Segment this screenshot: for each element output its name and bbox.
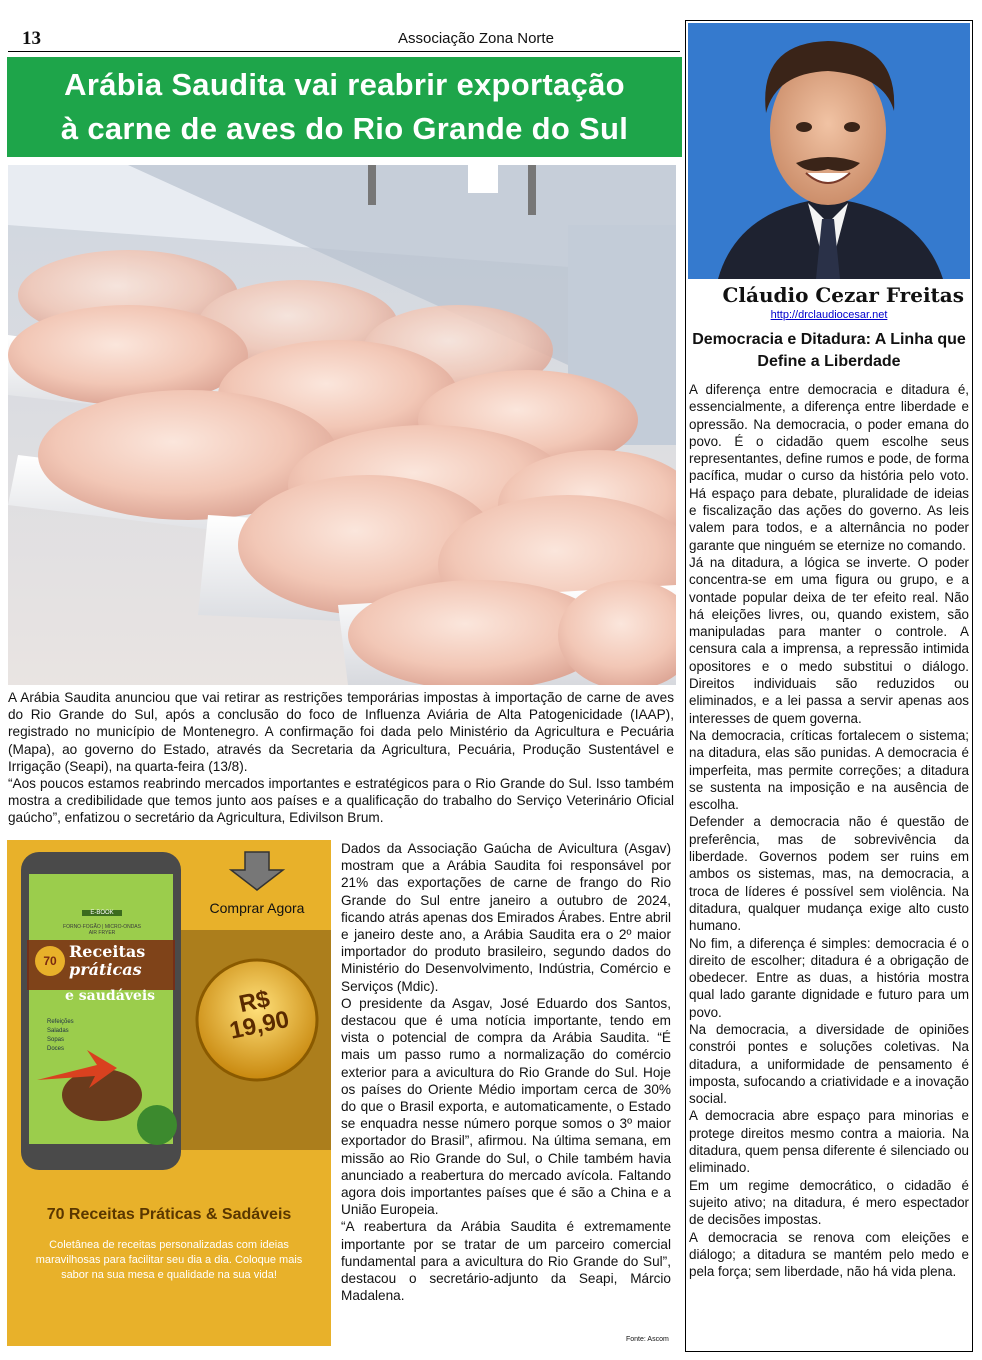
article-intro xyxy=(8,689,674,827)
chicken-display-photo xyxy=(8,165,676,685)
ad-description: Coletânea de receitas personalizadas com ideias maravilhosas para facilitar seu dia a dia. Coloque mais sabor na sua mesa e qualidade na sua vida! xyxy=(35,1239,303,1281)
headline-line-1: Arábia Saudita vai reabrir exportação xyxy=(64,67,625,102)
column-paragraph: No fim, a diferença é simples: democracia é o direito de escolher; ditadura é a obrigação de obedecer. Entre as duas, a história mostra qual lado garante dignidade e futuro para um povo. xyxy=(689,935,969,1020)
cover-bullet: Saladas xyxy=(47,1028,69,1034)
column-paragraph: A democracia abre espaço para minorias e protege direitos mesmo contra a maioria. Na ditadura, quem pensa diferente é silenciado ou eliminado. xyxy=(689,1108,969,1176)
column-paragraph: Na democracia, a diversidade de opiniões constrói pontes e soluções coletivas. Na ditadura, a uniformidade de pensamento é imposta, sufocando a criatividade e a inovação social. xyxy=(689,1021,969,1107)
article-source: Fonte: Ascom xyxy=(626,1336,669,1343)
opinion-column xyxy=(685,20,973,1352)
ebook-subtitle: FORNO·FOGÃO | MICRO-ONDAS AIR FRYER xyxy=(63,924,141,936)
article-paragraph: O presidente da Asgav, José Eduardo dos Santos, destacou que é uma notícia importante, tendo em vista o potencial de compra da Arábia Saudita. “É mais um passo rumo a normalização do comércio exterior para a avicultura do Rio Grande do Sul. Hoje os países do Oriente Médio importam cerca de 30% do que o Brasil exporta, e automaticamente, o Estado se enquadra nesse número porque somos o 3º maior exportador do Brasil”, afirmou. Na última semana, em missão ao Rio Grande do Sul, o Chile também havia anunciado a reabertura do mercado avícola. Faltando agora dois importantes países que é são a China e a União Europeia. xyxy=(341,995,671,1218)
column-paragraph: Na democracia, críticas fortalecem o sistema; na ditadura, elas são punidas. A democracia é imperfeita, mas permite correções; a ditadura se sustenta na imposição e na ausência de escolha. xyxy=(689,727,969,813)
column-body xyxy=(689,381,969,1280)
column-paragraph: A diferença entre democracia e ditadura é, essencialmente, a diferença entre liberdade e opressão. Na democracia, o poder emana do povo. É o cidadão quem escolhe seus representantes, define rumos e pode, de forma pacífica, mudar o curso da história pelo voto. Há espaço para debate, pluralidade de ideias e fiscalização das ações do governo. As leis valem para todos, e a alternância no poder garante que ninguém se eternize no comando. xyxy=(689,382,969,553)
header-rule xyxy=(8,51,680,52)
cover-title-1: Receitas xyxy=(69,942,146,961)
headline-line-2: à carne de aves do Rio Grande do Sul xyxy=(60,111,629,146)
column-paragraph: Defender a democracia não é questão de preferência, mas de sobrevivência da liberdade. Governos podem ser ruins em ambos os sistemas, mas, na democracia, a troca de líderes é possível sem violência. Na ditadura, qualquer mudança exige alto custo humano. xyxy=(689,814,969,934)
author-portrait xyxy=(688,23,970,279)
article-paragraph: “A reabertura da Arábia Saudita é extremamente importante por se tratar de um parceiro comercial fundamental para a avicultura do Rio Grande do Sul”, destacou o secretário-adjunto da Seapi, Márcio Madalena. xyxy=(341,1219,671,1304)
article-paragraph: Dados da Associação Gaúcha de Avicultura (Asgav) mostram que a Arábia Saudita foi responsável por 21% das exportações de carne de frango do Rio Grande do Sul entre janeiro a outubro de 2024, ficando atrás apenas dos Emirados Árabes. Entre abril e janeiro deste ano, a Arábia Saudita era o 2º maior importador do produto brasileiro, segundo dados do Ministério do Desenvolvimento, Indústria, Comércio e Serviços (Mdic). xyxy=(341,841,671,994)
price-badge: R$ 19,90 xyxy=(227,985,292,1045)
ebook-tag: E-BOOK xyxy=(82,910,122,916)
author-name-text: Cláudio Cezar Freitas xyxy=(722,283,964,307)
column-paragraph: Em um regime democrático, o cidadão é sujeito ativo; na ditadura, é mero espectador de decisões impostas. xyxy=(689,1177,969,1228)
cover-bullet: Doces xyxy=(47,1046,65,1052)
chicken-photo-illustration xyxy=(8,165,676,685)
column-paragraph: Já na ditadura, a lógica se inverte. O poder concentra-se em uma figura ou grupo, e a vontade popular deixa de ter efeito real. Não há eleições livres, ou, quando existem, são manipuladas para manter o controle. A censura cala a imprensa, a repressão intimida opositores e o medo substitui o diálogo. Direitos individuais são reduzidos ou eliminados, e a lei passa a servir apenas aos interesses de quem governa. xyxy=(689,554,969,726)
publication-name: Associação Zona Norte xyxy=(398,30,554,47)
cover-title-3: e saudáveis xyxy=(65,988,156,1004)
article-paragraph: A Arábia Saudita anunciou que vai retirar as restrições temporárias impostas à importação de carne de aves do Rio Grande do Sul, após a conclusão do foco de Influenza Aviária de Alta Patogenicidade (IAAP), registrado no município de Montenegro. A confirmação foi dada pelo Ministério da Agricultura e Pecuária (Mapa), ao governo do Estado, através da Secretaria da Agricultura, Pecuária, Produção Sustentável e Irrigação (Seapi), na quarta-feira (13/8). xyxy=(8,690,674,774)
page-number: 13 xyxy=(22,28,41,49)
cover-title-2: práticas xyxy=(69,960,142,979)
author-website-link[interactable]: http://drclaudiocesar.net xyxy=(770,309,888,321)
column-paragraph: A democracia se renova com eleições e diálogo; a ditadura se mantém pelo medo e pela força; sem liberdade, não há vida plena. xyxy=(689,1229,969,1280)
cover-bullet: Refeições xyxy=(47,1019,74,1025)
author-name xyxy=(686,283,972,307)
cover-bullet: Sopas xyxy=(47,1037,65,1043)
article-paragraph: “Aos poucos estamos reabrindo mercados importantes e estratégicos para o Rio Grande do Sul. Isso também mostra a credibilidade que temos junto aos países e a qualificação do trabalho do Serviço Veterinário Oficial gaúcho”, enfatizou o secretário da Agricultura, Edivilson Brum. xyxy=(8,776,674,826)
column-title: Democracia e Ditadura: A Linha que Define a Liberdade xyxy=(692,331,966,370)
cover-bullets xyxy=(47,1018,74,1054)
ebook-advertisement[interactable] xyxy=(7,840,331,1346)
buy-now-button[interactable]: Comprar Agora xyxy=(209,900,305,916)
article-column-2 xyxy=(341,840,671,1304)
portrait-illustration xyxy=(688,23,970,279)
headline-banner xyxy=(7,57,682,157)
ad-title: 70 Receitas Práticas & Sadáveis xyxy=(46,1206,292,1223)
recipe-count-badge: 70 xyxy=(35,946,65,976)
